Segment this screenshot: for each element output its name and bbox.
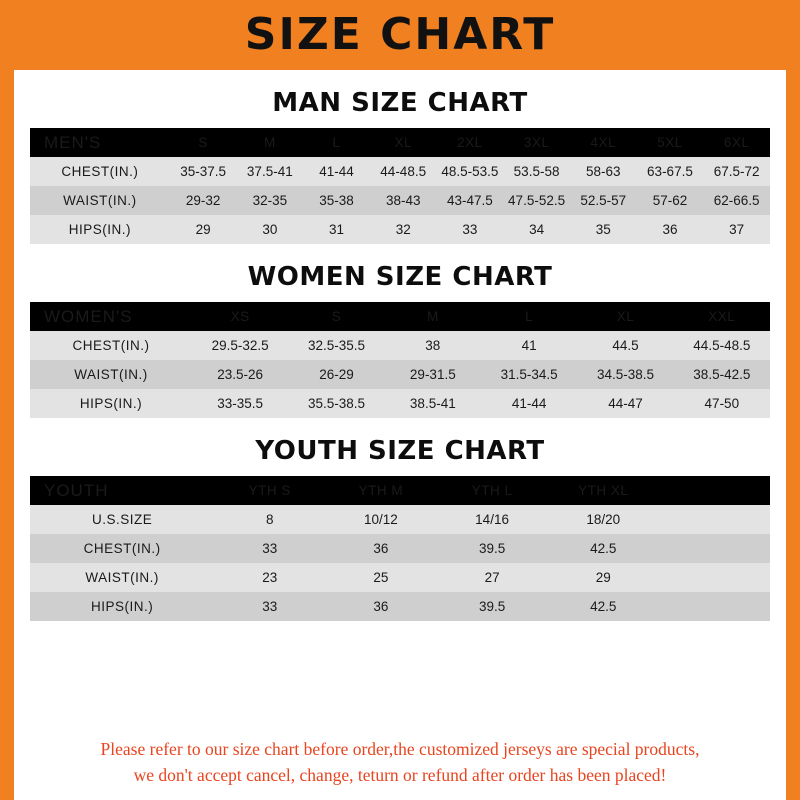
youth-cell: 27 [437, 563, 548, 592]
table-row [30, 592, 770, 621]
youth-column-header [659, 476, 770, 505]
women-cell: 33-35.5 [192, 389, 288, 418]
men-cell: 36 [637, 215, 704, 244]
men-column-header: S [170, 128, 237, 157]
youth-cell [659, 534, 770, 563]
women-column-header: XXL [674, 302, 770, 331]
men-cell: 35-38 [303, 186, 370, 215]
men-row-label: CHEST(IN.) [30, 157, 170, 186]
youth-row-label: HIPS(IN.) [30, 592, 214, 621]
youth-cell: 14/16 [437, 505, 548, 534]
women-cell: 35.5-38.5 [288, 389, 384, 418]
youth-size-table [30, 476, 770, 621]
youth-cell: 36 [325, 592, 436, 621]
youth-cell [659, 505, 770, 534]
women-cell: 26-29 [288, 360, 384, 389]
men-cell: 37.5-41 [236, 157, 303, 186]
youth-cell: 8 [214, 505, 325, 534]
youth-column-header: YTH XL [548, 476, 659, 505]
youth-section-title: YOUTH SIZE CHART [255, 436, 545, 466]
youth-column-header: YTH L [437, 476, 548, 505]
women-size-chart [30, 302, 770, 418]
youth-row-label: U.S.SIZE [30, 505, 214, 534]
youth-size-chart [30, 476, 770, 621]
men-cell: 29-32 [170, 186, 237, 215]
table-row [30, 563, 770, 592]
youth-cell: 23 [214, 563, 325, 592]
youth-cell: 42.5 [548, 592, 659, 621]
table-row [30, 389, 770, 418]
women-cell: 44.5-48.5 [674, 331, 770, 360]
footer-note [28, 731, 772, 800]
women-column-header: XS [192, 302, 288, 331]
men-section-title: MAN SIZE CHART [272, 88, 528, 118]
women-cell: 41-44 [481, 389, 577, 418]
men-cell: 53.5-58 [503, 157, 570, 186]
men-row-label: WAIST(IN.) [30, 186, 170, 215]
table-row [30, 186, 770, 215]
men-cell: 58-63 [570, 157, 637, 186]
women-column-header: S [288, 302, 384, 331]
women-row-label: CHEST(IN.) [30, 331, 192, 360]
men-column-header: M [236, 128, 303, 157]
youth-column-header: YTH M [325, 476, 436, 505]
women-cell: 23.5-26 [192, 360, 288, 389]
youth-column-header: YTH S [214, 476, 325, 505]
women-cell: 29.5-32.5 [192, 331, 288, 360]
women-cell: 38.5-41 [385, 389, 481, 418]
youth-cell: 39.5 [437, 534, 548, 563]
men-cell: 32 [370, 215, 437, 244]
women-cell: 34.5-38.5 [577, 360, 673, 389]
men-column-header: XL [370, 128, 437, 157]
men-column-header: L [303, 128, 370, 157]
youth-corner-label: YOUTH [30, 476, 214, 505]
table-row [30, 505, 770, 534]
men-cell: 48.5-53.5 [437, 157, 504, 186]
men-cell: 41-44 [303, 157, 370, 186]
youth-header-row [30, 476, 770, 505]
table-row [30, 157, 770, 186]
men-cell: 44-48.5 [370, 157, 437, 186]
men-cell: 57-62 [637, 186, 704, 215]
women-size-table [30, 302, 770, 418]
men-cell: 32-35 [236, 186, 303, 215]
men-row-label: HIPS(IN.) [30, 215, 170, 244]
youth-cell [659, 592, 770, 621]
men-cell: 35 [570, 215, 637, 244]
youth-cell [659, 563, 770, 592]
women-cell: 44.5 [577, 331, 673, 360]
women-cell: 47-50 [674, 389, 770, 418]
women-row-label: HIPS(IN.) [30, 389, 192, 418]
women-column-header: L [481, 302, 577, 331]
women-section-title: WOMEN SIZE CHART [247, 262, 553, 292]
men-cell: 67.5-72 [703, 157, 770, 186]
youth-cell: 29 [548, 563, 659, 592]
youth-cell: 33 [214, 534, 325, 563]
women-corner-label: WOMEN'S [30, 302, 192, 331]
women-cell: 32.5-35.5 [288, 331, 384, 360]
header-band [0, 0, 800, 70]
men-cell: 31 [303, 215, 370, 244]
men-cell: 43-47.5 [437, 186, 504, 215]
men-cell: 38-43 [370, 186, 437, 215]
women-row-label: WAIST(IN.) [30, 360, 192, 389]
men-cell: 33 [437, 215, 504, 244]
men-cell: 29 [170, 215, 237, 244]
youth-cell: 10/12 [325, 505, 436, 534]
footer-note-line-2: we don't accept cancel, change, teturn or refund after order has been placed! [133, 764, 667, 785]
youth-row-label: CHEST(IN.) [30, 534, 214, 563]
youth-cell: 42.5 [548, 534, 659, 563]
youth-cell: 39.5 [437, 592, 548, 621]
youth-cell: 36 [325, 534, 436, 563]
footer-note-line-1: Please refer to our size chart before order,the customized jerseys are special products, [100, 739, 700, 760]
youth-cell: 25 [325, 563, 436, 592]
men-cell: 35-37.5 [170, 157, 237, 186]
men-cell: 37 [703, 215, 770, 244]
men-cell: 52.5-57 [570, 186, 637, 215]
men-size-chart [30, 128, 770, 244]
men-header-row [30, 128, 770, 157]
men-cell: 30 [236, 215, 303, 244]
men-corner-label: MEN'S [30, 128, 170, 157]
women-column-header: M [385, 302, 481, 331]
youth-row-label: WAIST(IN.) [30, 563, 214, 592]
table-row [30, 215, 770, 244]
women-cell: 44-47 [577, 389, 673, 418]
youth-cell: 33 [214, 592, 325, 621]
men-size-table [30, 128, 770, 244]
women-cell: 31.5-34.5 [481, 360, 577, 389]
youth-cell: 18/20 [548, 505, 659, 534]
women-cell: 41 [481, 331, 577, 360]
women-column-header: XL [577, 302, 673, 331]
men-column-header: 3XL [503, 128, 570, 157]
men-cell: 62-66.5 [703, 186, 770, 215]
women-cell: 38 [385, 331, 481, 360]
men-column-header: 2XL [437, 128, 504, 157]
page-title: SIZE CHART [244, 9, 556, 60]
women-header-row [30, 302, 770, 331]
women-cell: 29-31.5 [385, 360, 481, 389]
men-cell: 47.5-52.5 [503, 186, 570, 215]
men-column-header: 5XL [637, 128, 704, 157]
table-row [30, 331, 770, 360]
table-row [30, 534, 770, 563]
men-cell: 63-67.5 [637, 157, 704, 186]
men-cell: 34 [503, 215, 570, 244]
table-row [30, 360, 770, 389]
men-column-header: 6XL [703, 128, 770, 157]
women-cell: 38.5-42.5 [674, 360, 770, 389]
men-column-header: 4XL [570, 128, 637, 157]
